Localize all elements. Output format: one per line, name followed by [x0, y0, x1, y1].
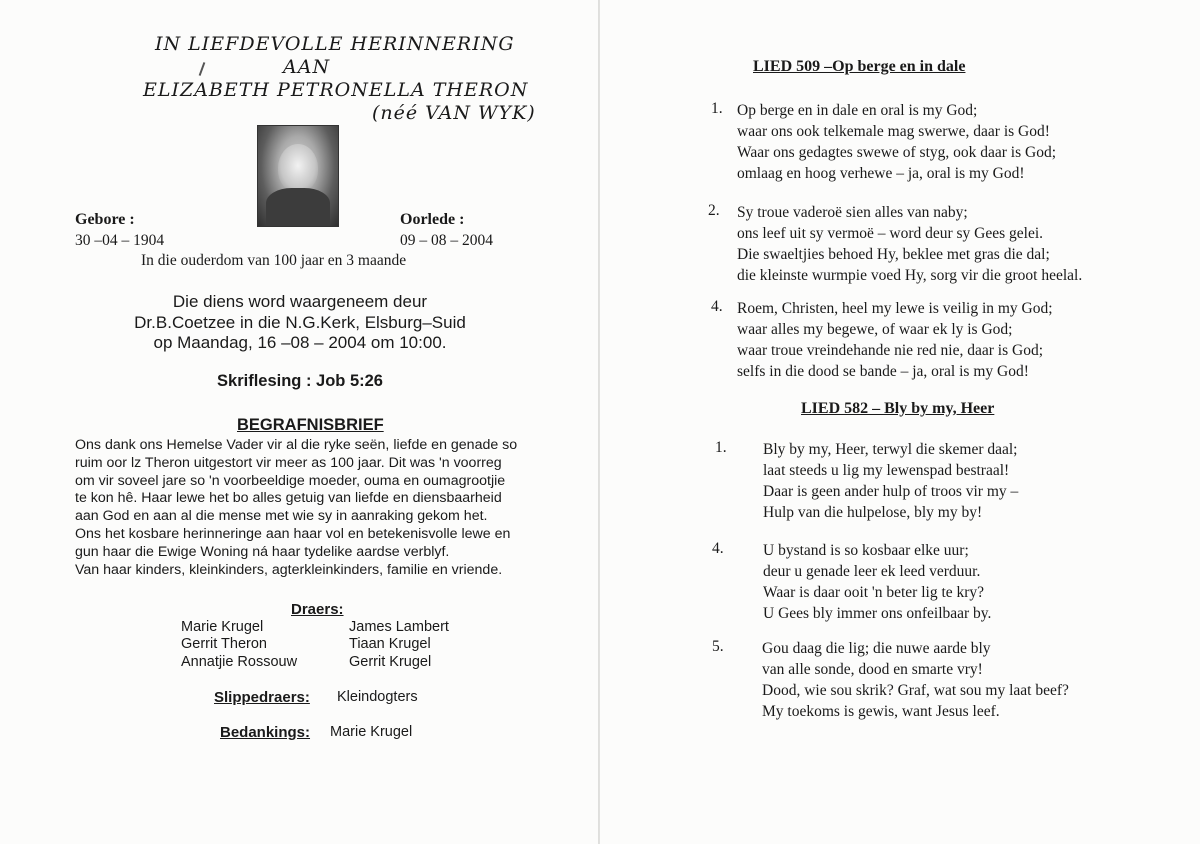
letter-line: gun haar die Ewige Woning ná haar tydelike aardse verblyf.: [75, 543, 450, 560]
thanks-value: Marie Krugel: [330, 724, 413, 740]
letter-line: aan God en aan al die mense met wie sy in aanraking gekom het.: [75, 508, 488, 525]
bearer-name: Gerrit Krugel: [349, 654, 432, 670]
letter-line: Van haar kinders, kleinkinders, agterkleinkinders, familie en vriende.: [75, 561, 503, 578]
verse-text: [763, 540, 991, 624]
verse-text: [737, 100, 1056, 184]
verse-line: omlaag en hoog verhewe – ja, oral is my God!: [737, 165, 1025, 182]
verse-line: Daar is geen ander hulp of troos vir my –: [763, 483, 1019, 500]
pen-mark: [199, 62, 206, 76]
verse-line: Waar is daar ooit 'n beter lig te kry?: [763, 584, 985, 601]
verse-line: deur u genade leer ek leed verduur.: [763, 563, 981, 580]
verse-line: Bly by my, Heer, terwyl die skemer daal;: [763, 441, 1018, 458]
bearer-name: Marie Krugel: [181, 619, 264, 635]
verse-line: My toekoms is gewis, want Jesus leef.: [762, 703, 1000, 720]
verse-line: die kleinste wurmpie voed Hy, sorg vir die groot heelal.: [737, 267, 1083, 284]
verse-number: 5.: [712, 638, 724, 655]
letter-line: ruim oor lz Theron uitgestort vir meer as 100 jaar. Dit was 'n voorreg: [75, 454, 502, 471]
hymn-title: LIED 582 – Bly by my, Heer: [801, 400, 995, 417]
deceased-name: ELIZABETH PETRONELLA THERON: [143, 79, 529, 101]
slip-bearers-label: Slippedraers:: [214, 689, 310, 706]
thanks-label: Bedankings:: [220, 724, 311, 741]
died-date: 09 – 08 – 2004: [400, 232, 493, 249]
verse-number: 1.: [715, 439, 727, 456]
scripture-reading: Skriflesing : Job 5:26: [217, 372, 383, 390]
verse-text: [763, 439, 1018, 523]
verse-line: U Gees bly immer ons onfeilbaar by.: [763, 605, 992, 622]
died-label: Oorlede :: [400, 211, 465, 228]
maiden-name: (néé VAN WYK): [372, 102, 536, 124]
verse-text: [762, 638, 1069, 722]
memorial-heading-line1: IN LIEFDEVOLLE HERINNERING: [155, 33, 515, 55]
verse-line: waar ons ook telkemale mag swerwe, daar is God!: [737, 123, 1050, 140]
verse-line: ons leef uit sy vermoë – word deur sy Gees gelei.: [737, 225, 1044, 242]
portrait-face: [278, 144, 318, 192]
letter-line: te kon hê. Haar lewe het bo alles getuig van liefde en diensbaarheid: [75, 490, 502, 507]
verse-number: 4.: [711, 298, 723, 315]
right-page: [600, 0, 1200, 844]
age-text: In die ouderdom van 100 jaar en 3 maande: [141, 252, 407, 269]
verse-line: Dood, wie sou skrik? Graf, wat sou my laat beef?: [762, 682, 1069, 699]
verse-line: Die swaeltjies behoed Hy, beklee met gras die dal;: [737, 246, 1050, 263]
verse-line: Roem, Christen, heel my lewe is veilig in my God;: [737, 300, 1053, 317]
verse-number: 2.: [708, 202, 720, 219]
letter-title: BEGRAFNISBRIEF: [237, 416, 384, 434]
verse-line: van alle sonde, dood en smarte vry!: [762, 661, 983, 678]
verse-line: laat steeds u lig my lewenspad bestraal!: [763, 462, 1010, 479]
bearer-name: James Lambert: [349, 619, 449, 635]
bearer-name: Tiaan Krugel: [349, 636, 431, 652]
verse-line: Hulp van die hulpelose, bly my by!: [763, 504, 983, 521]
bearer-name: Annatjie Rossouw: [181, 654, 298, 670]
bearers-label: Draers:: [291, 601, 344, 618]
verse-text: [737, 202, 1082, 286]
hymn-title: LIED 509 –Op berge en in dale: [753, 58, 966, 75]
verse-text: [737, 298, 1053, 382]
verse-number: 1.: [711, 100, 723, 117]
portrait-photo: [257, 125, 339, 227]
verse-line: Op berge en in dale en oral is my God;: [737, 102, 978, 119]
verse-line: waar alles my begewe, of waar ek ly is God;: [737, 321, 1013, 338]
letter-line: Ons dank ons Hemelse Vader vir al die ryke seën, liefde en genade so: [75, 437, 518, 453]
service-block: [0, 292, 600, 354]
verse-line: waar troue vreindehande nie red nie, daar is God;: [737, 342, 1043, 359]
memorial-heading-line2: AAN: [283, 56, 331, 78]
verse-line: Waar ons gedagtes swewe of styg, ook daar is God;: [737, 144, 1057, 161]
letter-line: om vir soveel jare so 'n voorbeeldige moeder, ouma en oumagrootjie: [75, 472, 506, 489]
service-line-1: Die diens word waargeneem deur: [172, 292, 428, 311]
verse-line: Gou daag die lig; die nuwe aarde bly: [762, 640, 991, 657]
verse-line: U bystand is so kosbaar elke uur;: [763, 542, 969, 559]
letter-line: Ons het kosbare herinneringe aan haar vol en betekenisvolle lewe en: [75, 525, 511, 542]
portrait-body: [266, 188, 330, 226]
slip-bearers-value: Kleindogters: [337, 689, 418, 705]
verse-line: Sy troue vaderoë sien alles van naby;: [737, 204, 968, 221]
born-label: Gebore :: [75, 211, 135, 228]
service-line-3: op Maandag, 16 –08 – 2004 om 10:00.: [153, 333, 447, 352]
bearer-name: Gerrit Theron: [181, 636, 267, 652]
verse-number: 4.: [712, 540, 724, 557]
verse-line: selfs in die dood se bande – ja, oral is my God!: [737, 363, 1029, 380]
born-date: 30 –04 – 1904: [75, 232, 165, 249]
service-line-2: Dr.B.Coetzee in die N.G.Kerk, Elsburg–Suid: [134, 312, 466, 332]
funeral-letter: [75, 437, 575, 579]
